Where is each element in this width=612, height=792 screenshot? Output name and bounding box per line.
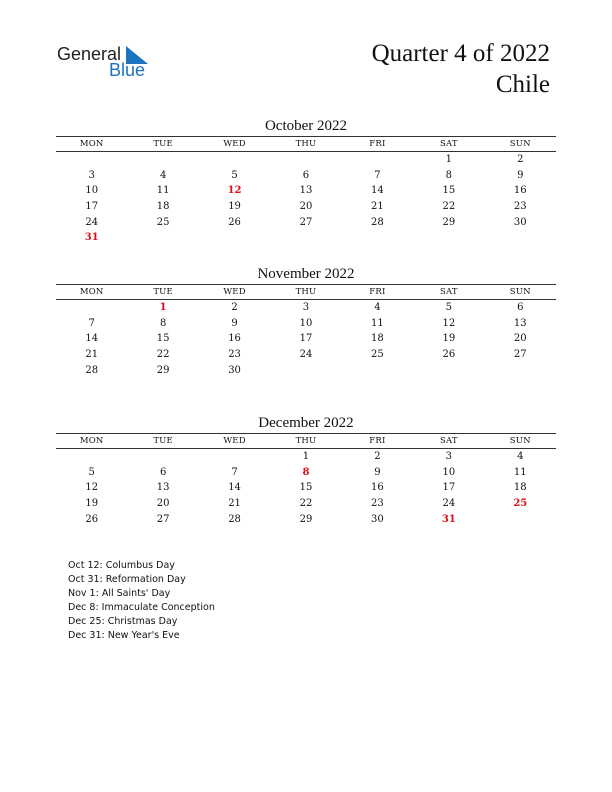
day-cell: 28	[371, 216, 384, 228]
day-cell: 6	[517, 302, 524, 313]
day-cell: 22	[299, 498, 313, 510]
day-cell: 23	[371, 498, 384, 510]
weekday-label: FRI	[369, 287, 386, 297]
day-cell: 12	[85, 482, 99, 494]
month-title: November 2022	[257, 266, 355, 282]
quarter-title: Quarter 4 of 2022	[371, 40, 550, 67]
day-cell: 17	[442, 482, 456, 494]
holiday-day-cell: 31	[441, 513, 456, 525]
weekday-label: SAT	[439, 139, 458, 149]
weekday-label: SUN	[509, 436, 531, 446]
weekday-label: SAT	[439, 436, 458, 446]
holiday-day-cell: 1	[159, 302, 167, 313]
weekday-label: THU	[295, 139, 317, 149]
day-cell: 30	[371, 513, 384, 525]
generalblue-logo	[57, 44, 157, 84]
day-cell: 21	[85, 349, 99, 361]
weekday-label: MON	[79, 436, 104, 446]
day-cell	[56, 152, 127, 168]
day-cell	[413, 230, 484, 246]
day-cell: 2	[374, 451, 381, 462]
weekday-label: WED	[223, 139, 246, 149]
day-cell: 25	[371, 349, 384, 361]
holiday-note: Nov 1: All Saints' Day	[68, 588, 171, 599]
country-title: Chile	[495, 71, 550, 98]
weekday-label: WED	[223, 436, 246, 446]
holiday-day-cell: 25	[513, 498, 528, 510]
day-cell: 2	[231, 302, 238, 313]
day-cell	[127, 152, 198, 168]
day-cell: 2	[517, 154, 524, 165]
day-cell: 16	[371, 482, 384, 494]
weekday-header	[56, 136, 556, 152]
day-cell	[199, 230, 270, 246]
day-cell: 21	[228, 498, 241, 510]
day-cell: 6	[302, 169, 310, 181]
month-title: December 2022	[258, 415, 354, 431]
day-cell	[270, 230, 341, 246]
holiday-day-cell: 31	[84, 232, 99, 244]
holiday-list	[68, 559, 215, 643]
month-november	[56, 264, 556, 378]
day-cell: 5	[88, 466, 95, 478]
day-cell: 15	[299, 482, 313, 494]
day-cell	[199, 152, 270, 168]
logo-word-blue: Blue	[109, 60, 146, 80]
day-cell: 24	[85, 216, 99, 228]
weekday-label: FRI	[369, 139, 386, 149]
weekday-label: WED	[223, 287, 246, 297]
day-cell	[342, 152, 413, 168]
day-cell: 15	[442, 185, 456, 197]
day-cell: 30	[513, 216, 527, 228]
day-cell: 3	[302, 302, 310, 313]
day-cell	[485, 230, 556, 246]
day-cell: 27	[156, 513, 170, 525]
day-cell: 18	[371, 333, 384, 345]
day-cell: 1	[302, 451, 310, 462]
holiday-note: Dec 31: New Year's Eve	[68, 630, 180, 641]
day-cell: 12	[442, 317, 456, 329]
weekday-label: SAT	[439, 287, 458, 297]
day-cell: 16	[228, 333, 241, 345]
day-cell: 4	[159, 169, 167, 181]
weekday-header	[56, 284, 556, 300]
logo-word-general: General	[57, 44, 122, 64]
day-cell	[485, 363, 556, 379]
day-cell: 10	[85, 185, 99, 197]
day-grid	[56, 300, 556, 378]
day-cell	[56, 449, 127, 465]
day-cell: 20	[156, 498, 170, 510]
day-cell: 28	[228, 513, 241, 525]
day-cell: 27	[299, 216, 313, 228]
day-cell: 13	[299, 185, 313, 197]
day-cell: 25	[156, 216, 170, 228]
day-cell: 4	[517, 451, 524, 462]
weekday-label: TUE	[153, 287, 173, 297]
month-october	[56, 116, 556, 246]
day-cell: 24	[442, 498, 456, 510]
weekday-label: FRI	[369, 436, 386, 446]
weekday-label: THU	[295, 287, 317, 297]
day-cell: 21	[371, 201, 384, 213]
holiday-day-cell: 12	[227, 185, 242, 197]
weekday-label: THU	[295, 436, 317, 446]
holiday-note: Dec 8: Immaculate Conception	[68, 602, 215, 613]
day-cell: 26	[85, 513, 99, 525]
day-grid	[56, 152, 556, 246]
day-cell: 5	[231, 169, 238, 181]
weekday-header	[56, 433, 556, 449]
day-cell: 15	[156, 333, 170, 345]
day-grid	[56, 449, 556, 527]
day-cell: 14	[371, 185, 384, 197]
day-cell: 11	[513, 466, 527, 478]
page-title	[372, 38, 550, 100]
day-cell: 20	[299, 201, 313, 213]
weekday-label: MON	[79, 139, 104, 149]
day-cell: 29	[442, 216, 456, 228]
day-cell	[342, 230, 413, 246]
day-cell: 7	[231, 466, 238, 478]
day-cell: 22	[156, 349, 170, 361]
day-cell: 28	[85, 364, 99, 376]
day-cell: 22	[442, 201, 456, 213]
day-cell: 11	[156, 185, 170, 197]
weekday-label: TUE	[153, 139, 173, 149]
day-cell: 1	[445, 154, 453, 165]
weekday-label: SUN	[509, 139, 531, 149]
day-cell: 19	[85, 498, 99, 510]
day-cell: 17	[85, 201, 99, 213]
day-cell	[270, 363, 341, 379]
holiday-day-cell: 8	[302, 466, 310, 478]
day-cell: 3	[88, 169, 95, 181]
day-cell: 4	[374, 302, 381, 313]
day-cell: 20	[513, 333, 527, 345]
day-cell: 10	[442, 466, 456, 478]
month-title: October 2022	[264, 118, 348, 134]
day-cell: 17	[299, 333, 313, 345]
day-cell: 9	[517, 169, 524, 181]
day-cell: 11	[371, 317, 384, 329]
day-cell: 7	[88, 317, 95, 329]
day-cell: 23	[228, 349, 241, 361]
day-cell: 23	[513, 201, 527, 213]
day-cell: 24	[299, 349, 313, 361]
day-cell: 18	[513, 482, 527, 494]
day-cell: 9	[231, 317, 238, 329]
day-cell: 3	[445, 451, 453, 462]
day-cell	[127, 449, 198, 465]
day-cell: 16	[513, 185, 527, 197]
day-cell: 19	[228, 201, 241, 213]
day-cell	[413, 363, 484, 379]
weekday-label: MON	[79, 287, 104, 297]
holiday-note: Dec 25: Christmas Day	[68, 616, 178, 627]
day-cell: 5	[445, 302, 453, 313]
day-cell: 14	[228, 482, 241, 494]
weekday-label: TUE	[153, 436, 173, 446]
day-cell: 29	[299, 513, 313, 525]
day-cell	[56, 300, 127, 316]
day-cell: 26	[442, 349, 456, 361]
day-cell: 8	[159, 317, 167, 329]
day-cell: 30	[228, 364, 241, 376]
day-cell: 6	[159, 466, 167, 478]
day-cell	[127, 230, 198, 246]
day-cell: 7	[374, 169, 381, 181]
day-cell: 13	[156, 482, 170, 494]
holiday-note: Oct 12: Columbus Day	[68, 560, 175, 571]
day-cell	[270, 152, 341, 168]
day-cell: 27	[513, 349, 527, 361]
day-cell: 29	[156, 364, 170, 376]
day-cell: 8	[445, 169, 453, 181]
holiday-note: Oct 31: Reformation Day	[68, 574, 186, 585]
day-cell: 19	[442, 333, 456, 345]
day-cell	[342, 363, 413, 379]
month-december	[56, 413, 556, 527]
day-cell: 10	[299, 317, 313, 329]
day-cell: 18	[156, 201, 170, 213]
day-cell: 9	[374, 466, 381, 478]
day-cell: 13	[513, 317, 527, 329]
day-cell	[485, 512, 556, 528]
day-cell: 14	[85, 333, 99, 345]
day-cell: 26	[228, 216, 241, 228]
day-cell	[199, 449, 270, 465]
weekday-label: SUN	[509, 287, 531, 297]
